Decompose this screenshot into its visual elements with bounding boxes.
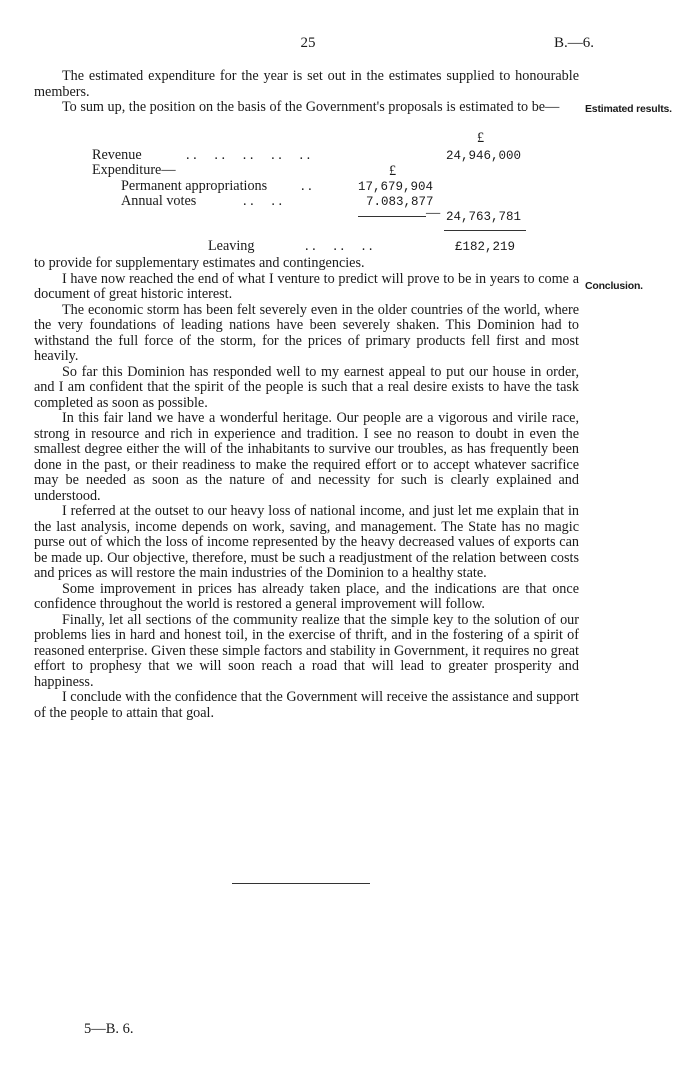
leaving-label: Leaving <box>208 238 255 254</box>
end-rule <box>232 883 370 884</box>
currency-symbol-sub: £ <box>389 163 397 179</box>
leaving-leader-dots: . . . . . . <box>305 238 373 254</box>
page-number: 25 <box>300 35 316 51</box>
paragraph-improvement: Some improvement in prices has already taken place, and the indications are that once confidence throughout the world is restored a general improvement will follow. <box>34 580 579 612</box>
revenue-label: Revenue <box>92 147 142 163</box>
paragraph-fair-land: In this fair land we have a wonderful heritage. Our people are a vigorous and virile race, strong in resource and rich in experience and tradition. I see no reason to doubt in even the smallest degree either the will of the inhabitants to survive our troubles, as has frequently been done in the past, or their readiness to make the required effort or to accept whatever sacrifice may be needed as soon as the nature of and necessity for such is clearly explained and understood. <box>34 410 579 504</box>
expenditure-total-value: 24,763,781 <box>446 210 522 224</box>
paragraph-national-income: I referred at the outset to our heavy loss of national income, and just let me explain that in the last analysis, income depends on work, saving, and management. The State has no magic purse out of which the loss of income represented by the heavy decreased values of exports can be made up. Our objective, therefore, must be such a readjustment of the relation between costs and prices as will restore the main industries of the Dominion to a healthy state. <box>34 503 579 581</box>
paragraph-finally: Finally, let all sections of the community realize that the simple key to the solution of our problems lies in hard and honest toil, in the exercise of thrift, and in the fostering of a spirit of reasoned enterprise. Given these simple factors and stability in Government, it requires no great effort to prophesy that we will soon reach a road that will lead to greater prosperity and happiness. <box>34 611 579 690</box>
expenditure-label: Expenditure— <box>92 162 176 178</box>
intro-section <box>34 69 579 116</box>
revenue-value: 24,946,000 <box>446 149 522 163</box>
margin-note-conclusion: Conclusion. <box>585 280 643 292</box>
subtotal-rule <box>358 216 426 217</box>
permanent-appropriations-label: Permanent appropriations <box>121 178 268 194</box>
document-reference: B.—6. <box>553 35 594 51</box>
signature-mark: 5—B. 6. <box>84 1021 134 1037</box>
margin-note-estimated-results: Estimated results. <box>585 103 672 115</box>
conclusion-section <box>34 256 579 721</box>
annual-votes-label: Annual votes <box>121 193 197 209</box>
paragraph-responded-well: So far this Dominion has responded well to my earnest appeal to put our house in order, and I am confident that the spirit of the people is such that a real desire exists to have the task completed as soon as possible. <box>34 363 579 411</box>
paragraph-sum-up: To sum up, the position on the basis of the Government's proposals is estimated to be— <box>62 99 560 115</box>
paragraph-contingencies: to provide for supplementary estimates and contingencies. <box>34 255 365 271</box>
paragraph-estimates: The estimated expenditure for the year is set out in the estimates supplied to honourable members. <box>34 68 579 100</box>
annual-leader-dots: . . . . <box>243 193 283 209</box>
annual-votes-value: 7.083,877 <box>366 195 434 209</box>
paragraph-economic-storm: The economic storm has been felt severely even in the older countries of the world, where the very foundations of leading nations have been severely shaken. This Dominion had to withstand the full force of the storm, for the prices of primary products fell first and most heavily. <box>34 301 579 364</box>
total-rule <box>444 230 526 231</box>
subtotal-dash: — <box>426 205 441 221</box>
currency-symbol-total: £ <box>477 130 485 146</box>
leaving-value: £182,219 <box>455 240 516 254</box>
permanent-leader-dots: . . <box>301 178 312 194</box>
permanent-appropriations-value: 17,679,904 <box>358 180 434 194</box>
paragraph-historic-document: I have now reached the end of what I venture to predict will prove to be in years to come a document of great historic interest. <box>34 270 579 302</box>
revenue-leader-dots: . . . . . . . . . . <box>186 147 311 163</box>
paragraph-conclude: I conclude with the confidence that the Government will receive the assistance and support of the people to attain that goal. <box>34 689 579 721</box>
